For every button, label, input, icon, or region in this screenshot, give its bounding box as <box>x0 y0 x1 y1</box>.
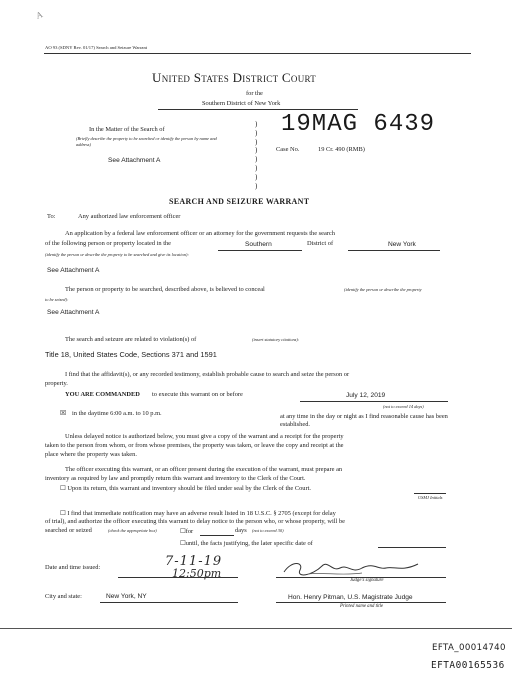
corner-mark: A <box>34 9 45 21</box>
delay-until-rule <box>378 547 446 548</box>
command-date: July 12, 2019 <box>346 392 386 399</box>
anytime-checkbox[interactable]: ☐ <box>270 409 276 416</box>
anytime-option-1: at any time in the day or night as I find reasonable cause has been <box>280 413 448 420</box>
anytime-option-2: established. <box>280 421 310 428</box>
conceal-text: The person or property to be searched, described above, is believed to conceal <box>65 286 265 293</box>
matter-value: See Attachment A <box>108 157 161 164</box>
daytime-checkbox[interactable]: ☒ <box>60 409 67 417</box>
judge-name: Hon. Henry Pitman, U.S. Magistrate Judge <box>288 594 413 601</box>
judge-name-rule <box>276 602 446 603</box>
delay-line-3a: searched or seized <box>45 527 92 534</box>
inventory-line-2: inventory as required by law and promptly return this warrant and inventory to the Clerk of the Court. <box>45 475 306 482</box>
form-id-rule <box>44 53 471 54</box>
notice-line-1: Unless delayed notice is authorized below, you must give a copy of the warrant and a receipt for the property <box>65 433 344 440</box>
case-no-label: Case No. <box>276 146 300 153</box>
finding-line-1: I find that the affidavit(s), or any recorded testimony, establish probable cause to search and seize the person or <box>65 371 350 378</box>
delay-line-2: of trial), and authorize the officer executing this warrant to delay notice to the person who, or whose property, will be <box>45 518 345 525</box>
delay-days-rule <box>200 535 234 536</box>
city-rule <box>100 602 238 603</box>
to-label: To: <box>47 213 56 220</box>
violations-hint: (insert statutory citations): <box>252 337 300 342</box>
inventory-line-1: The officer executing this warrant, or an officer present during the execution of the warrant, must prepare an <box>65 466 343 473</box>
command-text: to execute this warrant on or before <box>152 391 243 398</box>
application-district-value: Southern <box>245 241 272 248</box>
state-blank <box>348 250 440 251</box>
issued-rule <box>118 577 238 578</box>
initials-rule <box>414 493 446 494</box>
violations-value: Title 18, United States Code, Sections 371 and 1591 <box>45 350 217 359</box>
case-no-value: 19 Cr. 490 (RMB) <box>318 146 365 153</box>
matter-hint: (Briefly describe the property to be searched or identify the person by name and address) <box>76 136 217 147</box>
district-rule <box>158 109 358 110</box>
district-blank <box>218 250 302 251</box>
issued-date-handwritten: 7-11-19 <box>165 554 223 569</box>
application-state-value: New York <box>388 241 416 248</box>
court-district: Southern District of New York <box>202 100 281 107</box>
bates-id-1: EFTA_00014740 <box>432 643 506 653</box>
application-text-2: of the following person or property located in the <box>45 240 172 247</box>
delay-line-3-hint: (check the appropriate box) <box>108 528 157 533</box>
delay-for-option[interactable]: ☐for <box>180 528 194 535</box>
delay-days-hint: (not to exceed 30) <box>252 528 284 533</box>
command-bold: YOU ARE COMMANDED <box>65 391 140 398</box>
daytime-option: in the daytime 6:00 a.m. to 10 p.m. <box>72 410 162 417</box>
city-label: City and state: <box>45 593 82 600</box>
application-attachment: See Attachment A <box>47 267 100 274</box>
command-date-rule <box>300 401 448 402</box>
initials-label: USMJ Initials <box>418 495 443 500</box>
delay-until-option[interactable]: ☐until, the facts justifying, the later specific date of <box>180 540 313 547</box>
conceal-hint-1: (identify the person or describe the property <box>344 287 422 292</box>
delay-days-label: days <box>235 527 247 534</box>
application-district-label: District of <box>307 240 334 247</box>
issued-time-handwritten: 12:50pm <box>172 567 222 580</box>
delay-line-1: ☐ I find that immediate notification may have an adverse result listed in 18 U.S.C. § 2705 (except for delay <box>60 510 336 517</box>
warrant-heading: SEARCH AND SEIZURE WARRANT <box>169 197 310 206</box>
to-value: Any authorized law enforcement officer <box>78 213 181 220</box>
finding-line-2: property. <box>45 380 68 387</box>
case-stamp: 19MAG 6439 <box>281 111 436 138</box>
conceal-attachment: See Attachment A <box>47 309 100 316</box>
signature-label: Judge's signature <box>350 578 384 583</box>
conceal-hint-2: to be seized): <box>45 297 69 302</box>
issued-label: Date and time issued: <box>45 564 101 571</box>
notice-line-3: place where the property was taken. <box>45 451 137 458</box>
bates-id-2: EFTA00165536 <box>431 660 505 671</box>
notice-line-2: taken to the person from whom, or from whose premises, the property was taken, or leave the copy and receipt at the <box>45 442 344 449</box>
inventory-line-3: ☐ Upon its return, this warrant and inventory should be filed under seal by the Clerk of the Court. <box>60 485 312 492</box>
application-hint: (identify the person or describe the property to be searched and give its location): <box>45 252 189 257</box>
bottom-rule <box>0 628 512 629</box>
application-text-1: An application by a federal law enforcement officer or an attorney for the government requests the search <box>65 230 335 237</box>
court-for-line: for the <box>246 90 263 97</box>
court-title: United States District Court <box>152 70 317 85</box>
violations-text: The search and seizure are related to violation(s) of <box>65 336 197 343</box>
caption-brackets: ) ) ) ) ) ) ) ) <box>255 120 258 190</box>
command-note: (not to exceed 14 days) <box>383 404 424 409</box>
form-id: AO 93 (SDNY Rev. 01/17) Search and Seizure Warrant <box>45 45 148 50</box>
judge-name-label: Printed name and title <box>340 604 384 609</box>
matter-line: In the Matter of the Search of <box>89 126 165 133</box>
city-value: New York, NY <box>106 593 147 600</box>
